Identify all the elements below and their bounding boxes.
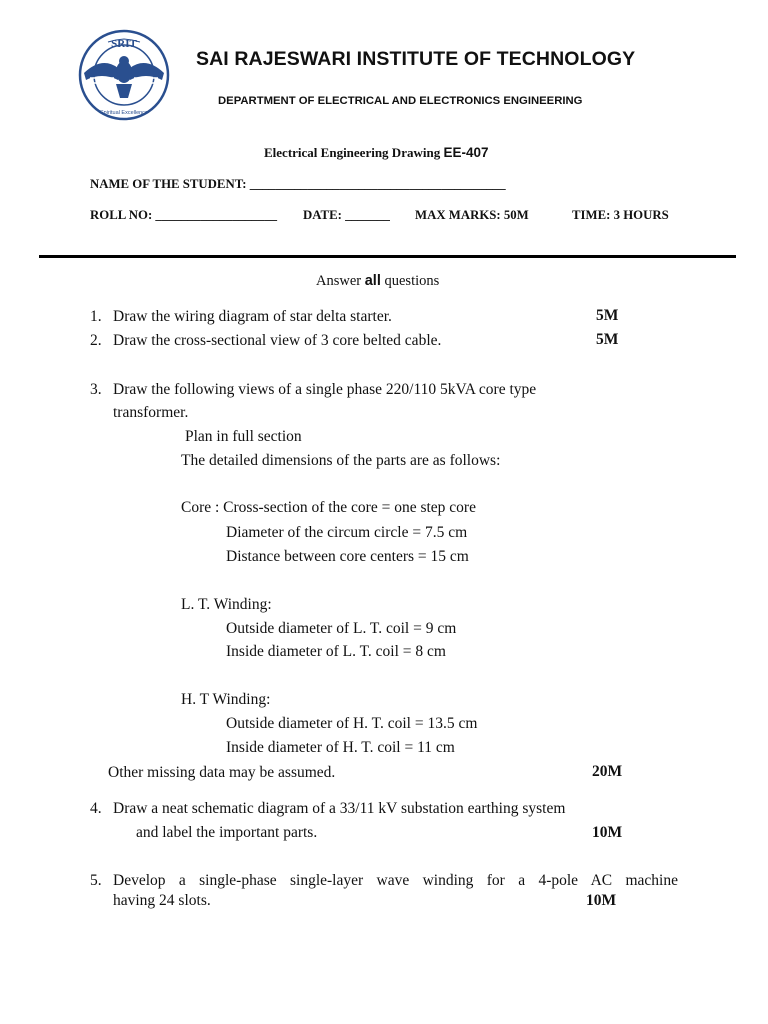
ht-winding-heading: H. T Winding: (181, 691, 271, 708)
question-3-note: Other missing data may be assumed. (108, 764, 336, 781)
question-3-line-1: Draw the following views of a single phase 220/110 5kVA core type (113, 381, 537, 398)
question-3-marks: 20M (592, 763, 623, 780)
instruction-suffix: questions (384, 273, 440, 289)
core-heading: Core : Cross-section of the core = one step core (181, 499, 476, 516)
subject-name: Electrical Engineering Drawing (264, 145, 441, 160)
question-3-dims-intro: The detailed dimensions of the parts are as follows: (181, 452, 501, 469)
institute-name: SAI RAJESWARI INSTITUTE OF TECHNOLOGY (196, 48, 636, 70)
date-field: DATE: _______ (303, 208, 390, 222)
question-3-line-2: transformer. (113, 404, 189, 421)
max-marks: MAX MARKS: 50M (415, 208, 529, 222)
question-2-marks: 5M (596, 331, 619, 348)
question-2-number: 2. (90, 332, 102, 349)
question-5-number: 5. (90, 872, 102, 889)
roll-no-field: ROLL NO: ___________________ (90, 208, 277, 222)
core-center-distance: Distance between core centers = 15 cm (226, 548, 469, 565)
question-1-text: Draw the wiring diagram of star delta starter. (113, 308, 392, 325)
question-5-marks: 10M (586, 892, 617, 909)
question-1-number: 1. (90, 308, 102, 325)
question-2-text: Draw the cross-sectional view of 3 core belted cable. (113, 332, 442, 349)
logo-text: SRIT (111, 38, 137, 50)
question-4-line-2: and label the important parts. (136, 824, 318, 841)
question-4-marks: 10M (592, 824, 623, 841)
question-3-plan: Plan in full section (185, 428, 302, 445)
lt-inside-diameter: Inside diameter of L. T. coil = 8 cm (226, 643, 446, 660)
question-5-line-2: having 24 slots. (113, 892, 211, 909)
logo-motto: Spiritual Excellence (100, 110, 148, 116)
student-name-field: NAME OF THE STUDENT: ________________________________________ (90, 177, 506, 191)
question-3-number: 3. (90, 381, 102, 398)
question-4-number: 4. (90, 800, 102, 817)
lt-outside-diameter: Outside diameter of L. T. coil = 9 cm (226, 620, 457, 637)
header-divider (39, 255, 736, 258)
subject-code: EE-407 (443, 145, 489, 160)
question-4-line-1: Draw a neat schematic diagram of a 33/11 kV substation earthing system (113, 800, 566, 817)
question-5-line-1: Develop a single-phase single-layer wave winding for a 4-pole AC machine (113, 872, 678, 889)
lt-winding-heading: L. T. Winding: (181, 596, 272, 613)
instruction-prefix: Answer (316, 273, 362, 289)
question-1-marks: 5M (596, 307, 619, 324)
instruction-line (316, 273, 439, 290)
subject-title (264, 145, 488, 161)
instruction-emphasis: all (364, 273, 381, 289)
ht-outside-diameter: Outside diameter of H. T. coil = 13.5 cm (226, 715, 478, 732)
ht-inside-diameter: Inside diameter of H. T. coil = 11 cm (226, 739, 455, 756)
core-circum-diameter: Diameter of the circum circle = 7.5 cm (226, 524, 468, 541)
department-name: DEPARTMENT OF ELECTRICAL AND ELECTRONICS ENGINEERING (218, 95, 583, 107)
exam-time: TIME: 3 HOURS (572, 208, 669, 222)
institute-logo (74, 28, 174, 126)
